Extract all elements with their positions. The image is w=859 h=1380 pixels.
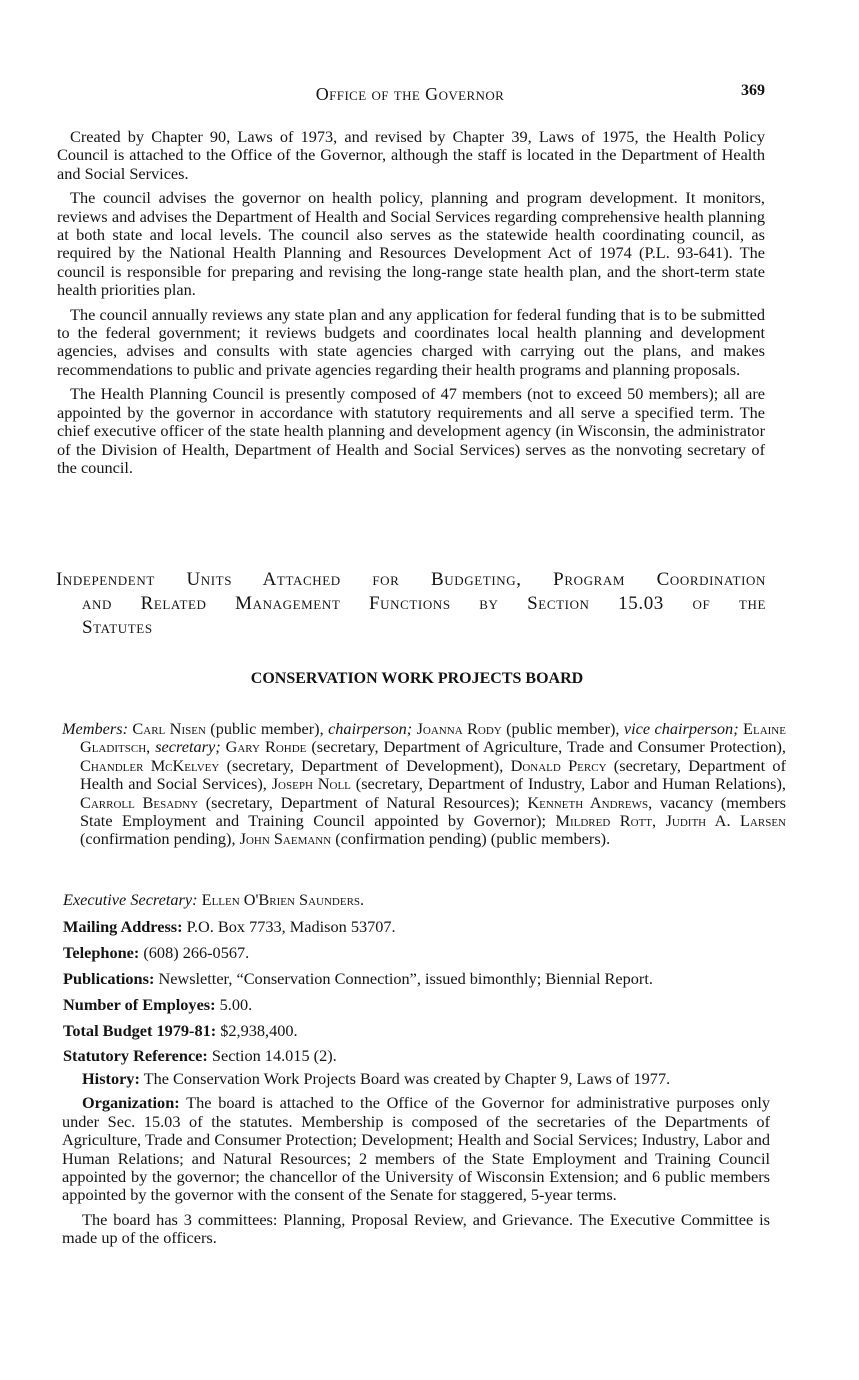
member-note: (confirmation pending) (public members). [331,829,611,849]
page-header [55,84,765,110]
member-note: (secretary, Department of Industry, Labor and Human Relations), [350,774,787,794]
member-role: vice chairperson; [623,719,739,738]
telephone-label: Telephone: [63,943,140,962]
members-label: Members: [62,719,129,738]
mailing-address-entry [63,917,769,937]
member-name: Gary Rohde [220,737,307,757]
budget-entry [63,1021,769,1041]
section-heading-line-1: Independent Units Attached for Budgeting, Program Coordination [56,569,766,590]
member-name: Elaine Gladitsch [80,719,786,757]
member-note: (secretary, Department of Agriculture, Trade and Consumer Protection), [306,737,787,757]
statutory-reference-value: Section 14.015 (2). [211,1046,337,1065]
paragraph-creation: Created by Chapter 90, Laws of 1973, and revised by Chapter 39, Laws of 1975, the Health Policy Council is attached to the Office of the Governor, although the staff is located in the Department of Health and Social Services. [57,127,765,183]
member-note: (secretary, Department of Development), [219,755,511,775]
statutory-reference-entry [63,1046,769,1066]
organization-paragraph [62,1094,770,1204]
telephone-entry [63,943,769,963]
member-note: (confirmation pending), [80,829,240,849]
board-title: CONSERVATION WORK PROJECTS BOARD [250,670,584,687]
section-heading [56,568,766,640]
member-name: Carl Nisen [132,719,206,738]
statutory-reference-label: Statutory Reference: [63,1046,208,1065]
section-heading-line-2: and Related Management Functions by Section 15.03 of the [82,593,766,614]
member-name: Donald Percy [510,755,607,775]
paragraph-composition: The Health Planning Council is presently composed of 47 members (not to exceed 50 members); all are appointed by the governor in accordance with statutory requirements and all serve a specified term. The chief executive officer of the state health planning and development agency (in Wisconsin, the administrator of the Division of Health, Department of Health and Social Services) serves as the nonvoting secretary of the council. [57,384,765,477]
publications-value: Newsletter, “Conservation Connection”, issued bimonthly; Biennial Report. [158,969,653,988]
member-note: , [146,737,156,757]
committees-paragraph: The board has 3 committees: Planning, Proposal Review, and Grievance. The Executive Committee is made up of the officers. [62,1209,770,1248]
executive-secretary-value: Ellen O'Brien Saunders. [201,890,365,909]
executive-secretary-entry [63,890,769,910]
organization-text: The board is attached to the Office of the Governor for administrative purposes only under Sec. 15.03 of the statutes. Membership is composed of the secretaries of the Departments of Agriculture, Trade and Consumer Protection; Development; Health and Social Services; Industry, Labor and Human Relations; and Natural Resources; 2 members of the State Employment and Training Council appointed by the governor; the chancellor of the University of Wisconsin Extension; and 6 public members appointed by the governor with the consent of the Senate for staggered, 5-year terms. [62,1093,771,1205]
member-name: Mildred Rott [555,811,653,831]
mailing-address-value: P.O. Box 7733, Madison 53707. [186,917,396,936]
telephone-value: (608) 266-0567. [143,943,250,962]
member-name: Joanna Rody [412,719,502,738]
member-name: Judith A. Larsen [665,811,786,831]
members-list [62,720,786,849]
executive-secretary-label: Executive Secretary: [63,890,198,909]
budget-label: Total Budget 1979-81: [63,1021,217,1040]
board-description [62,1070,770,1254]
member-name: Joseph Noll [271,774,351,794]
budget-value: $2,938,400. [220,1021,298,1040]
mailing-address-label: Mailing Address: [63,917,183,936]
page-number: 369 [741,82,765,99]
history-label: History: [82,1069,140,1088]
history-text: The Conservation Work Projects Board was created by Chapter 9, Laws of 1977. [143,1069,671,1088]
member-note: (secretary, Department of Health and Social Services), [80,755,786,794]
running-header-title: Office of the Governor [315,84,505,104]
history-paragraph [62,1070,770,1088]
publications-entry [63,969,769,989]
member-note: , vacancy (members State Employment and Training Council appointed by Governor); [80,792,786,831]
member-note: (public member), [501,719,624,738]
employees-label: Number of Employes: [63,995,216,1014]
paragraph-reviews: The council annually reviews any state plan and any application for federal funding that is to be submitted to the federal government; it reviews budgets and coordinates local health planning and development agencies, advises and consults with state agencies charged with carrying out the plans, and makes recommendations to public and private agencies regarding their health programs and planning proposals. [57,304,765,379]
member-name: Chandler McKelvey [80,755,220,775]
section-heading-line-3: Statutes [82,617,153,638]
publications-label: Publications: [63,969,155,988]
member-note: , [652,811,666,831]
member-name: Carroll Besadny [80,792,199,812]
employees-entry [63,995,769,1015]
paragraph-advises: The council advises the governor on health policy, planning and program development. It monitors, reviews and advises the Department of Health and Social Services regarding comprehensive health planning at both state and local levels. The council also serves as the statewide health coordinating council, as required by the National Health Planning and Resources Development Act of 1974 (P.L. 93-641). The council is responsible for preparing and revising the long-range state health plan, and the short-term state health priorities plan. [57,188,765,300]
member-name: Kenneth Andrews [527,792,649,812]
member-note: (secretary, Department of Natural Resources); [198,792,528,812]
member-note: (public member), [205,719,329,738]
health-council-text [57,128,765,483]
member-role: secretary; [155,737,221,757]
employees-value: 5.00. [219,995,253,1014]
organization-label: Organization: [82,1093,180,1113]
member-role: chairperson; [328,719,413,738]
member-name: John Saemann [239,829,332,849]
